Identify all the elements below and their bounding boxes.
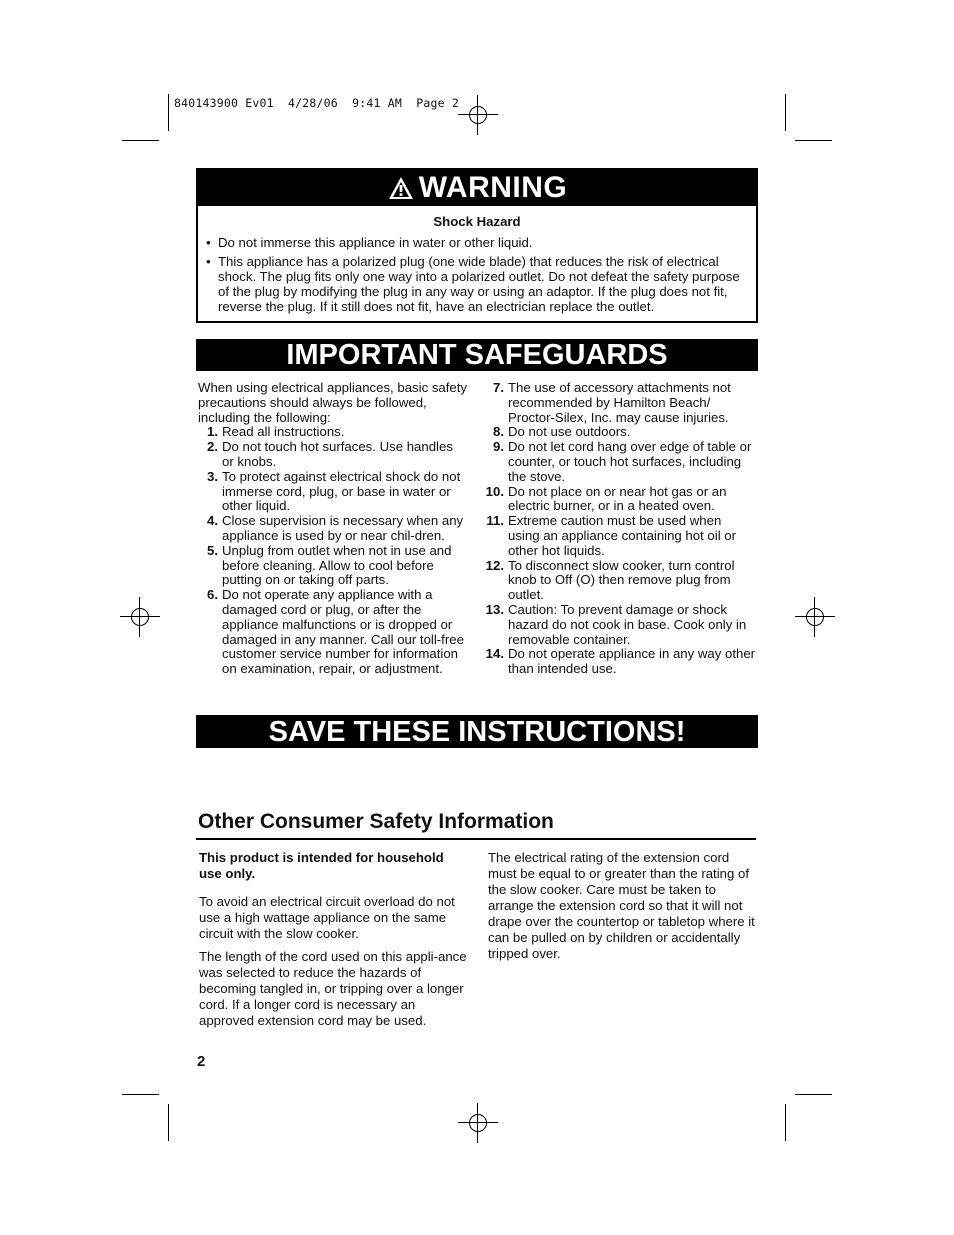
warning-title: WARNING (418, 171, 568, 204)
registration-mark-icon (120, 597, 160, 637)
safeguards-left-column (198, 381, 468, 677)
safeguards-right-column (484, 381, 756, 677)
paragraph: The length of the cord used on this appli-ance was selected to reduce the hazards of becoming tangled in, or tripping over a longer cord. If a longer cord is necessary an approved extension cord may be used. (199, 949, 467, 1028)
warning-bullet: • This appliance has a polarized plug (one wide blade) that reduces the risk of electrical shock. The plug fits only one way into a polarized outlet. Do not defeat the safety purpose of the plug by modifying the plug in any way or using an adaptor. If the plug does not fit, reverse the plug. If it still does not fit, have an electrician replace the outlet. (206, 254, 740, 314)
list-item: 1. Read all instructions. (207, 424, 345, 440)
list-item: 2. Do not touch hot surfaces. Use handles or knobs. (207, 439, 453, 469)
warning-triangle-icon (387, 175, 415, 201)
list-item: 9. Do not let cord hang over edge of table or counter, or touch hot surfaces, including the stove. (493, 439, 752, 484)
other-right-column (488, 850, 758, 969)
list-item: 10. Do not place on or near hot gas or an electric burner, or in a heated oven. (485, 483, 727, 514)
crop-mark (785, 1104, 786, 1141)
crop-mark (795, 1094, 832, 1095)
safeguards-title: IMPORTANT SAFEGUARDS (196, 339, 758, 371)
crop-mark (122, 140, 159, 141)
warning-bullet: • Do not immerse this appliance in water or other liquid. (206, 235, 533, 250)
list-item: 12. To disconnect slow cooker, turn control knob to Off (O) then remove plug from outlet. (485, 557, 735, 603)
page-number: 2 (197, 1053, 206, 1070)
crop-mark (168, 94, 169, 131)
other-left-column (199, 850, 469, 1036)
list-item: 5. Unplug from outlet when not in use and before cleaning. Allow to cool before putting on or taking off parts. (207, 542, 452, 588)
list-item: 4. Close supervision is necessary when any appliance is used by or near chil-dren. (207, 513, 464, 543)
registration-mark-icon (795, 597, 835, 637)
list-item: 8. Do not use outdoors. (493, 424, 631, 440)
crop-mark (795, 140, 832, 141)
divider (196, 838, 756, 840)
list-item: 3. To protect against electrical shock do not immerse cord, plug, or base in water or other liquid. (207, 468, 461, 514)
list-item: 13. Caution: To prevent damage or shock hazard do not cook in base. Cook only in removable container. (485, 601, 747, 647)
save-instructions-title: SAVE THESE INSTRUCTIONS! (196, 715, 758, 748)
paragraph: The electrical rating of the extension cord must be equal to or greater than the rating of the slow cooker. Care must be taken to arrange the extension cord so that it will not drape over the countertop or tabletop where it can be pulled on by children or accidentally tripped over. (488, 850, 755, 961)
list-item: 6. Do not operate any appliance with a damaged cord or plug, or after the appliance malfunctions or is dropped or damaged in any manner. Call our toll-free customer service number for information on examination, repair, or adjustment. (207, 587, 464, 677)
registration-mark-icon (458, 95, 498, 135)
warning-header (198, 170, 756, 206)
warning-subtitle: Shock Hazard (433, 214, 521, 229)
section-title: Other Consumer Safety Information (198, 810, 554, 833)
crop-mark (785, 94, 786, 131)
household-note: This product is intended for household use only. (199, 850, 444, 881)
print-slug: 840143900 Ev01 4/28/06 9:41 AM Page 2 (174, 96, 459, 110)
paragraph: To avoid an electrical circuit overload do not use a high wattage appliance on the same circuit with the slow cooker. (199, 894, 455, 941)
list-item: 11. Extreme caution must be used when using an appliance containing hot oil or other hot liquids. (486, 513, 737, 558)
list-item: 7. The use of accessory attachments not recommended by Hamilton Beach/ Proctor-Silex, Inc. may cause injuries. (493, 380, 731, 425)
list-item: 14. Do not operate appliance in any way other than intended use. (485, 646, 756, 677)
safeguards-intro: When using electrical appliances, basic safety precautions should always be followed, including the following: (198, 380, 468, 425)
warning-box (196, 168, 758, 323)
crop-mark (168, 1104, 169, 1141)
registration-mark-icon (458, 1103, 498, 1143)
crop-mark (122, 1094, 159, 1095)
